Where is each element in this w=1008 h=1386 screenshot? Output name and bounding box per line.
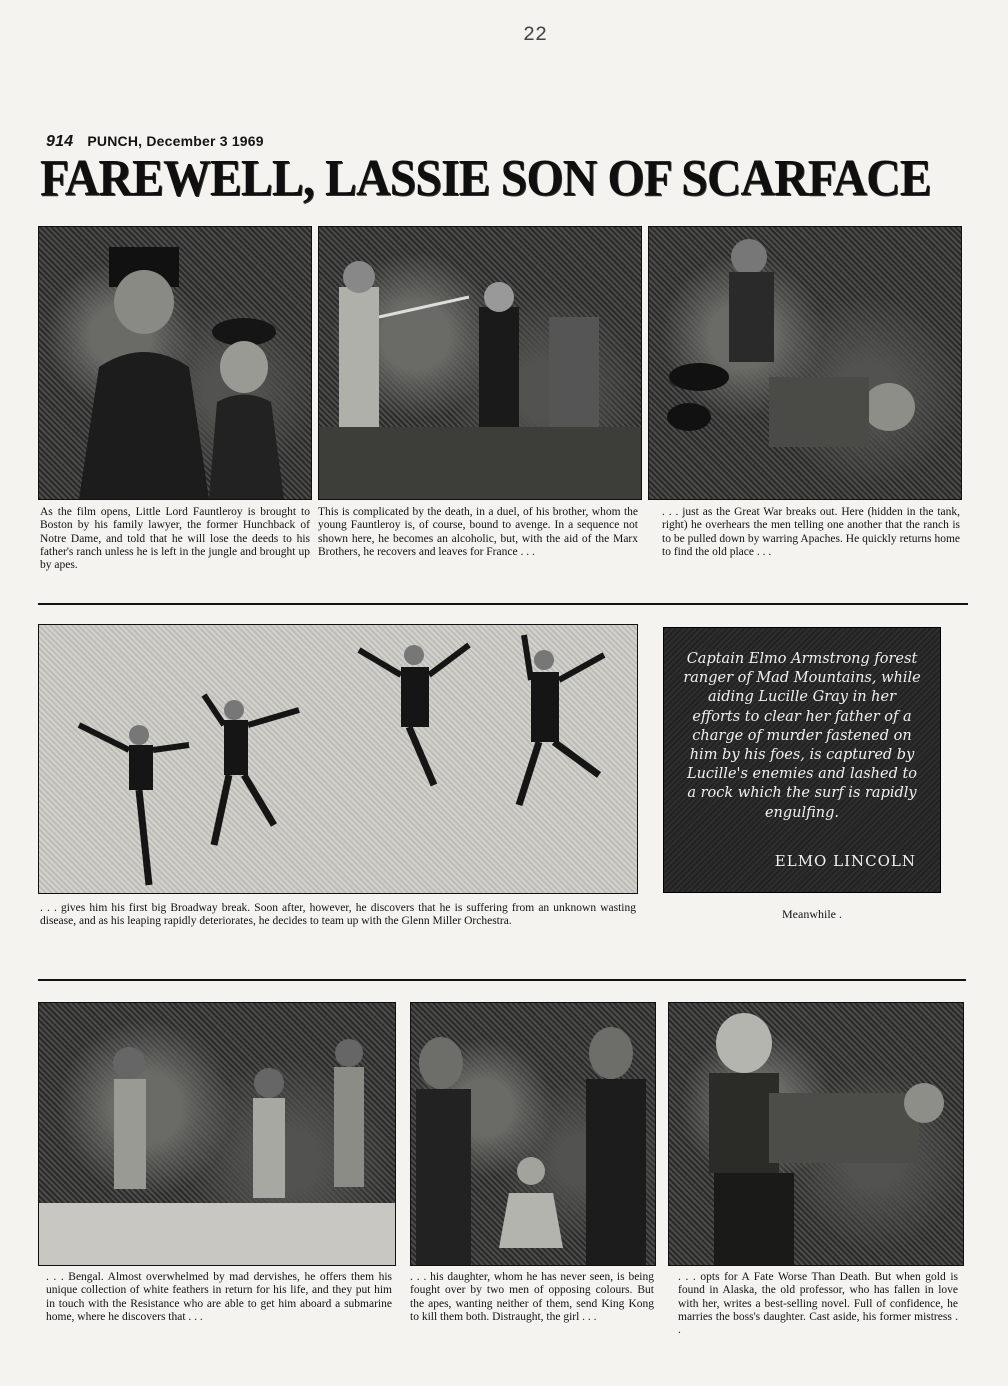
photo-fauntleroy	[38, 226, 312, 500]
caption-panel-7: . . . opts for A Fate Worse Than Death. But when gold is found in Alaska, the old professor, who has fallen in love with her, writes a best-selling novel. Full of confidence, he marries the boss's daughter. Cast aside, his former mistress . .	[678, 1271, 958, 1337]
caption-panel-5: . . . Bengal. Almost overwhelmed by mad dervishes, he offers them his unique collection of white feathers in return for his life, and they put him in touch with the Resistance who are able to get him aboard a submarine home, where he discovers that . . .	[46, 1271, 392, 1323]
silent-film-title-card	[663, 627, 941, 893]
title-card-text: Captain Elmo Armstrong forest ranger of Mad Mountains, while aiding Lucille Gray in her efforts to clear her father of a charge of murder fastened on him by his foes, is captured by Lucille's enemies and lashed to a rock which the surf is rapidly engulfing.	[683, 651, 921, 821]
caption-panel-3: . . . just as the Great War breaks out. Here (hidden in the tank, right) he overhears the men telling one another that the ranch is to be pulled down by warring Apaches. He quickly returns home to find the old place . . .	[662, 506, 960, 558]
photo-fate-worse-than-death	[668, 1002, 964, 1266]
photo-fauntleroy-figures	[39, 227, 311, 499]
photo-daughter-figures	[411, 1003, 655, 1265]
photo-daughter	[410, 1002, 656, 1266]
caption-panel-4: . . . gives him his first big Broadway break. Soon after, however, he discovers that he is suffering from an unknown wasting disease, and as his leaping rapidly deteriorates, he decides to team up with the Glenn Miller Orchestra.	[40, 902, 636, 928]
photo-dancers-figures	[39, 625, 637, 893]
photo-great-war	[648, 226, 962, 500]
page-number: 22	[522, 24, 547, 47]
divider-rule-2	[38, 979, 966, 981]
photo-great-war-figures	[649, 227, 961, 499]
magazine-page-number: 914	[46, 133, 74, 150]
caption-panel-6: . . . his daughter, whom he has never seen, is being fought over by two men of opposing colours. But the apes, wanting neither of them, send King Kong to kill them both. Distraught, the girl . . .	[410, 1271, 654, 1323]
caption-title-card: Meanwhile .	[782, 907, 842, 921]
publication-date: PUNCH, December 3 1969	[87, 133, 264, 149]
photo-bengal	[38, 1002, 396, 1266]
photo-duel	[318, 226, 642, 500]
photo-dancers	[38, 624, 638, 894]
photo-bengal-figures	[39, 1003, 395, 1265]
photo-fate-figures	[669, 1003, 963, 1265]
title-card-credit: ELMO LINCOLN	[774, 852, 916, 870]
caption-panel-1: As the film opens, Little Lord Fauntleroy is brought to Boston by his family lawyer, the former Hunchback of Notre Dame, and told that he will lose the deeds to his father's ranch unless he is left in the jungle and brought up by apes.	[40, 506, 310, 572]
masthead	[46, 133, 264, 151]
headline: FAREWELL, LASSIE SON OF SCARFACE	[40, 150, 931, 207]
caption-panel-2: This is complicated by the death, in a duel, of his brother, whom the young Fauntleroy is, of course, bound to avenge. In a sequence not shown here, he becomes an alcoholic, but, with the aid of the Marx Brothers, he recovers and leaves for France . . .	[318, 506, 638, 558]
divider-rule	[38, 603, 968, 605]
photo-duel-figures	[319, 227, 641, 499]
